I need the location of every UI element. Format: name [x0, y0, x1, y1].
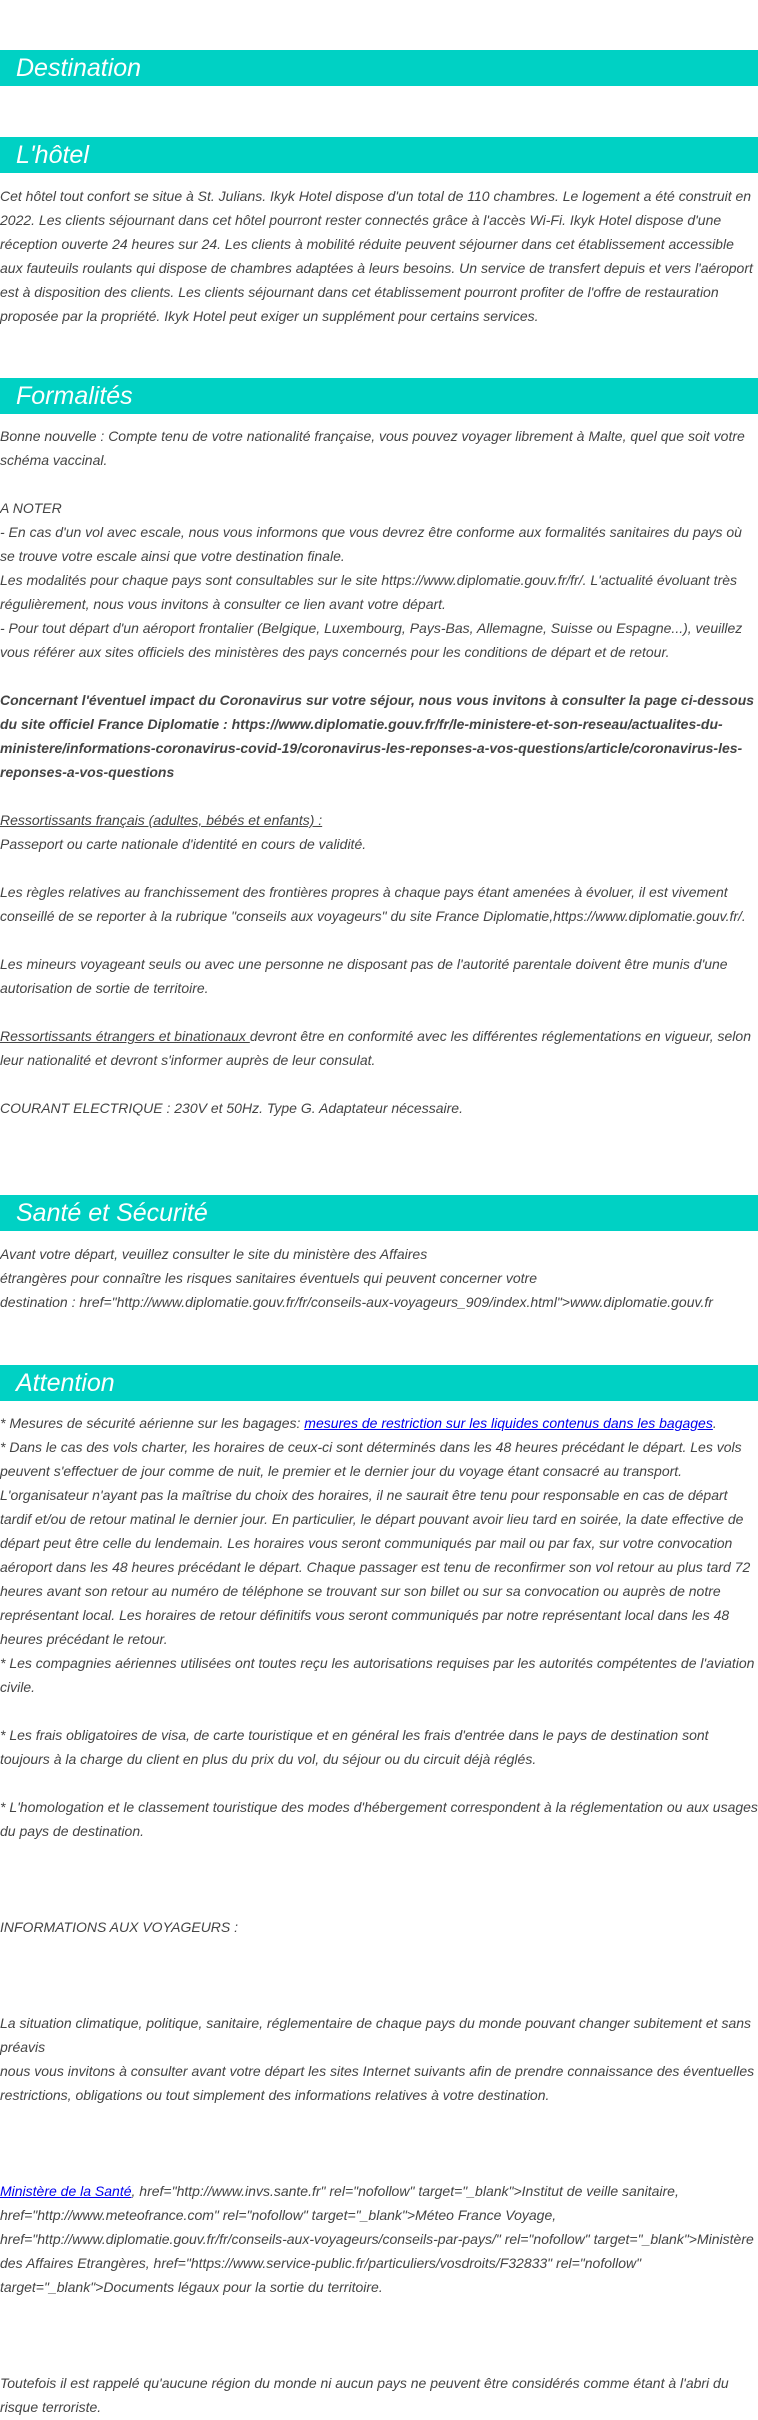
etrangers-paragraph — [0, 1024, 758, 1072]
mineurs-text: Les mineurs voyageant seuls ou avec une personne ne disposant pas de l'autorité parentale doivent être munis d'une autorisation de sortie de territoire. — [0, 956, 728, 996]
courant-electrique: COURANT ELECTRIQUE : 230V et 50Hz. Type G. Adaptateur nécessaire. — [0, 1100, 463, 1116]
frais-text: * Les frais obligatoires de visa, de carte touristique et en général les frais d'entrée dans le pays de destination sont toujours à la charge du client en plus du prix du vol, du séjour ou du circuit déjà réglés. — [0, 1727, 709, 1767]
terrorisme-text: Toutefois il est rappelé qu'aucune région du monde ni aucun pays ne peuvent être considérés comme étant à l'abri du risque terroriste. — [0, 2375, 729, 2415]
sante-text-1: Avant votre départ, veuillez consulter le site du ministère des Affaires — [0, 1246, 428, 1262]
note-escale: - En cas d'un vol avec escale, nous vous informons que vous devrez être conforme aux formalités sanitaires du pays où se trouve votre escale ainsi que votre destination finale. — [0, 524, 742, 564]
formalites-intro: Bonne nouvelle : Compte tenu de votre nationalité française, vous pouvez voyager librement à Malte, quel que soit votre schéma vaccinal. — [0, 428, 745, 468]
bagages-paragraph — [0, 1411, 758, 1435]
situation-text-1: La situation climatique, politique, sanitaire, réglementaire de chaque pays du monde pouvant changer subitement et sans préavis — [0, 2015, 752, 2055]
section-title-sante: Santé et Sécurité — [0, 1195, 758, 1231]
liquides-restriction-link[interactable]: mesures de restriction sur les liquides contenus dans les bagages — [304, 1415, 713, 1431]
hotel-description-block — [0, 184, 758, 328]
etrangers-label: Ressortissants étrangers et binationaux — [0, 1028, 250, 1044]
compagnies-text: * Les compagnies aériennes utilisées ont toutes reçu les autorisations requises par les autorités compétentes de l'aviation civile. — [0, 1655, 755, 1695]
ministere-paragraph — [0, 2179, 758, 2299]
section-title-hotel: L'hôtel — [0, 137, 758, 173]
ministere-sante-link[interactable]: Ministère de la Santé — [0, 2183, 132, 2199]
frontieres-text: Les règles relatives au franchissement des frontières propres à chaque pays étant amenées à évoluer, il est vivement conseillé de se reporter à la rubrique "conseils aux voyageurs" du site France Diplomatie,https://www.diplomatie.gouv.fr/. — [0, 884, 746, 924]
etrangers-text: devront être en conformité avec les différentes réglementations en vigueur, selon leur nationalité et devront s'informer auprès de leur consulat. — [0, 1028, 751, 1068]
charter-text: * Dans le cas des vols charter, les horaires de ceux-ci sont déterminés dans les 48 heures précédant le départ. Les vols peuvent s'effectuer de jour comme de nuit, le premier et le dernier jour du voyage étant consacré au transport. L'organisateur n'ayant pas la maîtrise du choix des horaires, il ne saurait être tenu pour responsable en cas de départ tardif et/ou de retour matinal le dernier jour. En particulier, le départ pouvant avoir lieu tard en soirée, la date effective de départ peut être celle du lendemain. Les horaires vous seront communiqués par mail ou par fax, sur votre convocation aéroport dans les 48 heures précédant le départ. Chaque passager est tenu de reconfirmer son vol retour au plus tard 72 heures avant son retour au numéro de téléphone se trouvant sur son billet ou sur sa convocation ou auprès de notre représentant local. Les horaires de retour définitifs vous seront communiqués par notre représentant local dans les 48 heures précédant le retour. — [0, 1439, 751, 1647]
infos-voyageurs-heading: INFORMATIONS AUX VOYAGEURS : — [0, 1919, 239, 1935]
hotel-description: Cet hôtel tout confort se situe à St. Julians. Ikyk Hotel dispose d'un total de 110 chambres. Le logement a été construit en 2022. Les clients séjournant dans cet hôtel pourront rester connectés grâce à l'accès Wi-Fi. Ikyk Hotel dispose d'une réception ouverte 24 heures sur 24. Les clients à mobilité réduite peuvent séjourner dans cet établissement accessible aux fauteuils roulants qui dispose de chambres adaptées à leurs besoins. Un service de transfert depuis et vers l'aéroport est à disposition des clients. Les clients séjournant dans cet établissement pourront profiter de l'offre de restauration proposée par la propriété. Ikyk Hotel peut exiger un supplément pour certains services. — [0, 188, 753, 324]
section-title-destination: Destination — [0, 50, 758, 86]
note-modalites: Les modalités pour chaque pays sont consultables sur le site https://www.diplomatie.gouv.fr/fr/. L'actualité évoluant très régulièrement, nous vous invitons à consulter ce lien avant votre départ. — [0, 572, 738, 612]
sante-block — [0, 1242, 758, 1314]
ressortissants-fr-label: Ressortissants français (adultes, bébés et enfants) : — [0, 812, 323, 828]
section-title-attention: Attention — [0, 1365, 758, 1401]
section-title-formalites: Formalités — [0, 378, 758, 414]
ministere-rest: , href="http://www.invs.sante.fr" rel="nofollow" target="_blank">Institut de veille sanitaire, href="http://www.meteofrance.com" rel="nofollow" target="_blank">Méteo France Voyage, href="http://www.diplomatie.gouv.fr/fr/conseils-aux-voyageurs/conseils-par-pays/" rel="nofollow" target="_blank">Ministère des Affaires Etrangères, href="https://www.service-public.fr/particuliers/vosdroits/F32833" rel="nofollow" target="_blank">Documents légaux pour la sortie du territoire. — [0, 2183, 754, 2295]
sante-text-2: étrangères pour connaître les risques sanitaires éventuels qui peuvent concerner votre — [0, 1270, 537, 1286]
attention-block — [0, 1411, 758, 2419]
bagages-suffix: . — [712, 1415, 717, 1431]
ressortissants-fr-text: Passeport ou carte nationale d'identité en cours de validité. — [0, 836, 367, 852]
covid-notice: Concernant l'éventuel impact du Coronavirus sur votre séjour, nous vous invitons à consulter la page ci-dessous du site officiel France Diplomatie : https://www.diplomatie.gouv.fr/fr/le-ministere-et-son-reseau/actualites-du-ministere/informations-coronavirus-covid-19/coronavirus-les-reponses-a-vos-questions/article/coronavirus-les-reponses-a-vos-questions — [0, 692, 755, 780]
formalites-block — [0, 424, 758, 1120]
note-aeroport-frontalier: - Pour tout départ d'un aéroport frontalier (Belgique, Luxembourg, Pays-Bas, Allemagne, Suisse ou Espagne...), veuillez vous référer aux sites officiels des ministères des pays concernés pour les conditions de départ et de retour. — [0, 620, 743, 660]
a-noter-heading: A NOTER — [0, 500, 62, 516]
situation-text-2: nous vous invitons à consulter avant votre départ les sites Internet suivants afin de prendre connaissance des éventuelles restrictions, obligations ou tout simplement des informations relatives à votre destination. — [0, 2063, 755, 2103]
bagages-prefix: * Mesures de sécurité aérienne sur les bagages: — [0, 1415, 305, 1431]
homologation-text: * L'homologation et le classement touristique des modes d'hébergement correspondent à la réglementation ou aux usages du pays de destination. — [0, 1799, 758, 1839]
sante-text-3: destination : href="http://www.diplomatie.gouv.fr/fr/conseils-aux-voyageurs_909/index.html">www.diplomatie.gouv.fr — [0, 1294, 713, 1310]
